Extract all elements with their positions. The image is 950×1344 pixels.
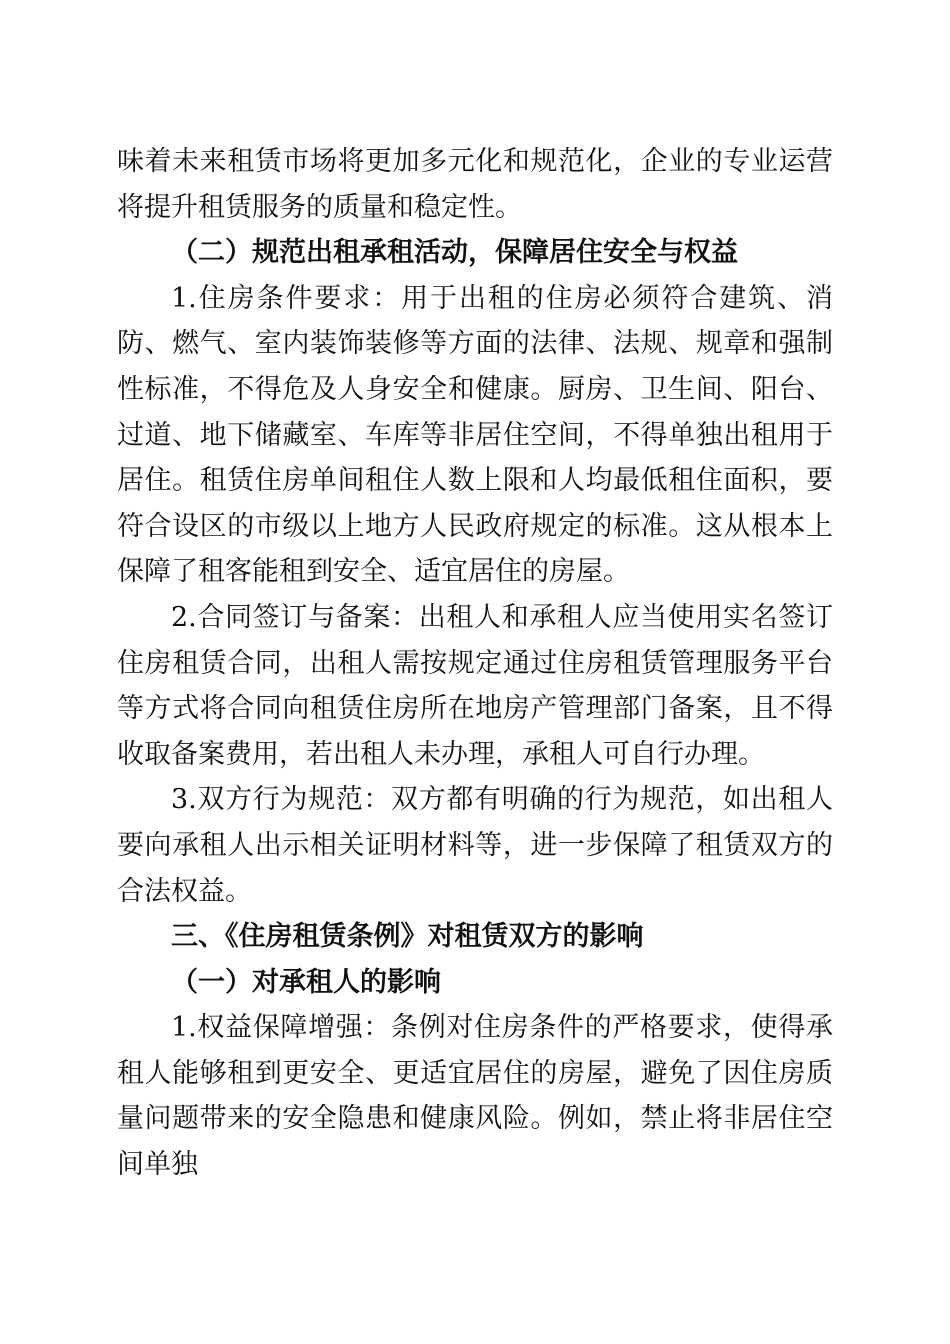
paragraph-housing-requirements: 1.住房条件要求：用于出租的住房必须符合建筑、消防、燃气、室内装饰装修等方面的法律、法规、规章和强制性标准，不得危及人身安全和健康。厨房、卫生间、阳台、过道、地下储藏室、车库等非居住空间，不得单独出租用于居住。租赁住房单间租住人数上限和人均最低租住面积，要符合设区的市级以上地方人民政府规定的标准。这从根本上保障了租客能租到安全、适宜居住的房屋。	[117, 282, 833, 588]
section-heading-tenant-impact: （一）对承租人的影响	[171, 966, 441, 998]
paragraph-continuation: 味着未来租赁市场将更加多元化和规范化，企业的专业运营将提升租赁服务的质量和稳定性。	[117, 146, 833, 223]
document-body	[117, 139, 833, 1188]
paragraph-contract-filing: 2.合同签订与备案：出租人和承租人应当使用实名签订住房租赁合同，出租人需按规定通过住房租赁管理服务平台等方式将合同向租赁住房所在地房产管理部门备案，且不得收取备案费用，若出租人未办理，承租人可自行办理。	[117, 601, 833, 770]
section-heading-regulate-rental: （二）规范出租承租活动，保障居住安全与权益	[171, 237, 738, 269]
paragraph-rights-protection: 1.权益保障增强：条例对住房条件的严格要求，使得承租人能够租到更安全、更适宜居住的房屋，避免了因住房质量问题带来的安全隐患和健康风险。例如，禁止将非居住空间单独	[117, 1012, 833, 1181]
chapter-heading-impact: 三、《住房租赁条例》对租赁双方的影响	[171, 921, 644, 953]
paragraph-conduct-norms: 3.双方行为规范：双方都有明确的行为规范，如出租人要向承租人出示相关证明材料等，进一步保障了租赁双方的合法权益。	[117, 784, 833, 907]
